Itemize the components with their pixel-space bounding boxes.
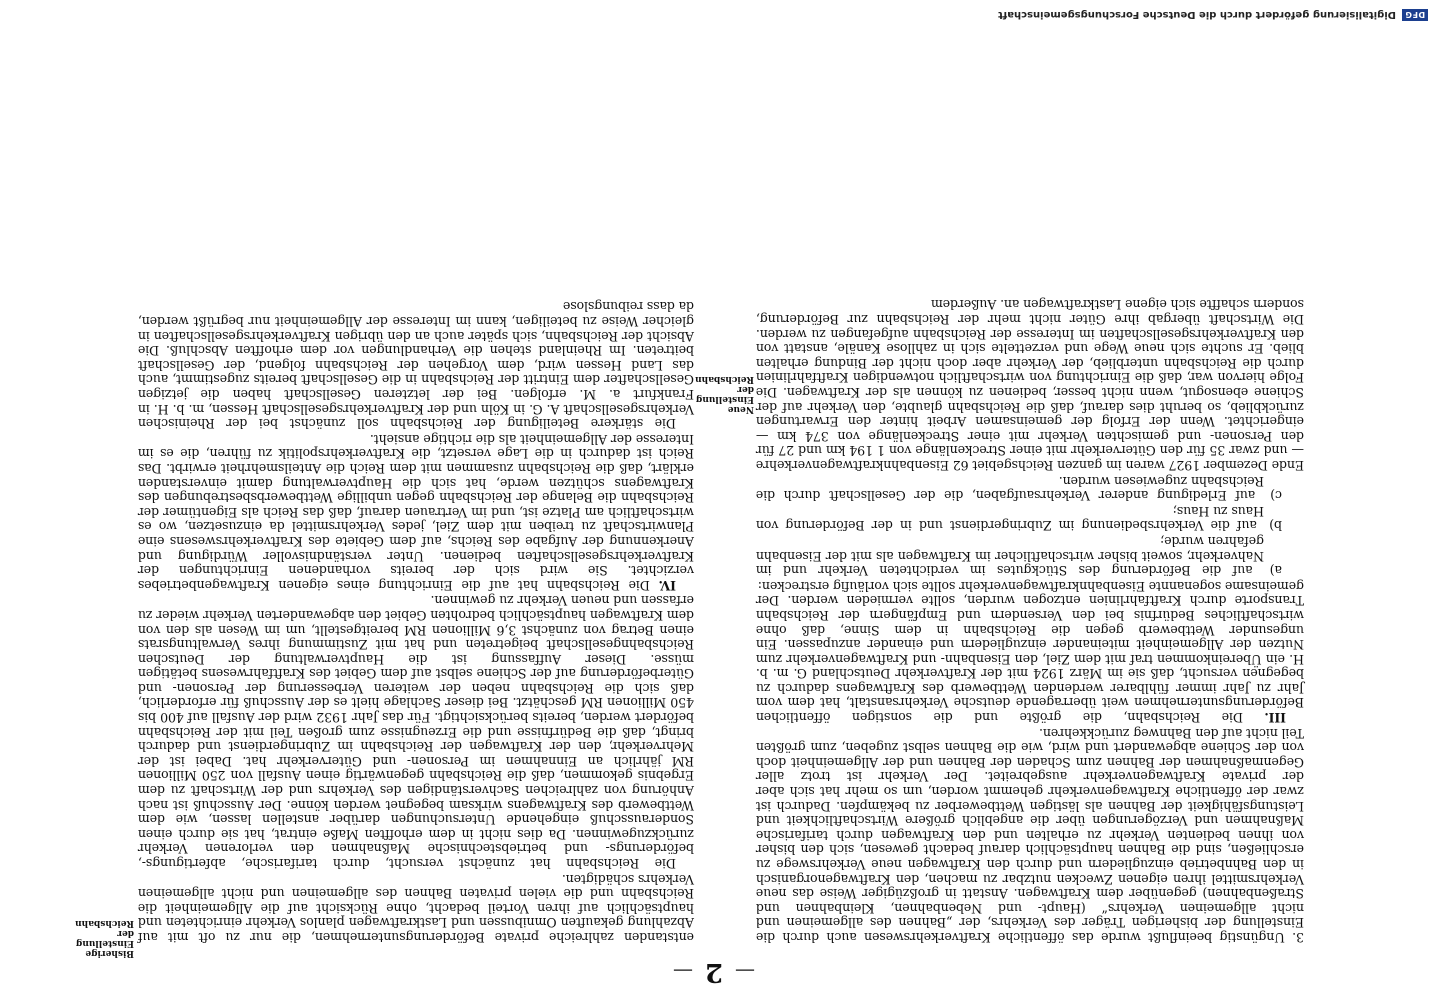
paragraph-text: Die Reichsbahn, die größte und die sonstigen öffentlichen Beförderungsunternehmen weit überragende deutsche Verkehrsanstalt, hat dem vom Jahr zu Jahr immer fühlbarer werdenden Wettbewerb des Kraftwagens dadurch zu begegnen versucht, daß sie im März 1924 mit der Kraftverkehr Deutschland G. m. b. H. ein Übereinkommen traf mit dem Ziel, den Eisenbahn- und Kraftwagenverkehr zum Nutzen der Allgemeinheit miteinander einzugliedern und einander anzupassen. Ein ungesunder Wettbewerb gegen die Reichsbahn in dem Sinne, daß ohne wirtschaftliches Bedürfnis bei den Versendern und Empfängern der Reichsbahn Transporte durch Kraftfahrlinien entzogen wurden, sollte vermieden werden. Der gemeinsame sogenannte Eisenbahnkraftwagenverkehr sollte sich vorläufig erstrecken: bbox=[756, 578, 1304, 726]
list-marker: c) bbox=[1270, 488, 1282, 504]
paragraph-text: Die Reichsbahn hat auf die Einrichtung eines eigenen Kraftwagenbetriebes verzichtet. Sie wird sich der bereits vorhandenen Einrichtungen der Kraftverkehrsgesellschaften bedienen. Unter verständnisvoller Würdigung und Anerkennung der Aufgabe des Reichs, auf dem Gebiete des Kraftverkehrswesens eine Planwirtschaft zu treiben mit dem Ziel, jedes Verkehrsmittel da einzusetzen, wo es wirtschaftlich am Platze ist, und im Vertrauen darauf, daß das Reich als Eigentümer der Reichsbahn die Belange der Reichsbahn gegen unbillige Wettbewerbsbestrebungen des Kraftwagens schützen werde, hat sich die Hauptverwaltung damit einverstanden erklärt, daß die Reichsbahn zusammen mit dem Reich die Anteilsmehrheit erwirbt. Das Reich ist dadurch in die Lage versetzt, die Kraftverkehrspolitik zu führen, die es im Interesse der Allgemeinheit als die richtige ansieht. bbox=[138, 431, 694, 593]
section-number: IV. bbox=[658, 577, 676, 593]
paragraph: 3. Ungünstig beeinflußt wurde das öffentliche Kraftverkehrswesen auch durch die Einstellung der bisherigen Träger des Verkehrs, der „Bahnen des allgemeinen und nicht allgemeinen Verkehrs“ (Haupt- und Nebenbahnen, Kleinbahnen und Straßenbahnen) gegenüber dem Kraftwagen. Anstatt in großzügiger Weise das neue Verkehrsmittel ihren eigenen Zwecken nutzbar zu machen, den Kraftwagenorganisch in den Bahnbetrieb einzugliedern und durch den Kraftwagen neue Verkehrswege zu erschließen, sind die Bahnen hauptsächlich darauf bedacht gewesen, sich den bisher von ihnen bedienten Verkehr zu erhalten und den Kraftwagen durch tarifarische Maßnahmen und Verzögerungen über die angeblich größere Wirtschaftlichkeit und Leistungsfähigkeit der Bahnen als lästigen Wettbewerber zu bekämpfen. Dadurch ist zwar der öffentliche Kraftwagenverkehr gehemmt worden, um so mehr hat sich aber der private Kraftwagenverkehr ausgebreitet. Der Verkehr ist trotz aller Gegenmaßnahmen der Bahnen zum Schaden der Bahnen und der Allgemeinheit doch von der Schiene abgewandert und wird, wie die Bahnen selbst zugeben, zum größten Teil nicht auf den Bahnweg zurückkehren. bbox=[756, 725, 1304, 945]
paragraph: Die stärkere Beteiligung der Reichsbahn soll zunächst bei der Rheinischen Verkehrsgesellschaft A. G. in Köln und der Kraftverkehrsgesellschaft Hessen, m. b. H. in Frankfurt a. M. erfolgen. Bei der letzteren Gesellschaft haben die jetzigen Gesellschafter dem Eintritt der Reichsbahn in die Gesellschaft bereits zugestimmt, auch das Land Hessen wird, dem Vorgehen der Reichsbahn folgend, der Gesellschaft beitreten. Im Rheinland stehen die Verhandlungen vor dem erhofften Abschluß. Die Absicht der Reichsbahn, sich später auch an den übrigen Kraftverkehrsgesellschaften in gleicher Weise zu beteiligen, kann im Interesse der Allgemeinheit nur begrüßt werden, da dass reibungslose bbox=[138, 299, 694, 432]
paragraph-section-4 bbox=[138, 431, 694, 592]
page-number-dash-left: — bbox=[735, 960, 756, 984]
paragraph-section-3 bbox=[756, 578, 1304, 724]
margin-note-neue-einstellung: Neue Einstellung der Reichsbahn bbox=[695, 374, 754, 414]
text-column-right bbox=[138, 298, 694, 944]
page-number-dash-right: — bbox=[672, 960, 693, 984]
paragraph: Die Reichsbahn hat zunächst versucht, durch tarifarische, abfertigungs-, beförderungs- und betriebstechnische Maßnahmen den verlorenen Verkehr zurückzugewinnen. Da dies nicht in dem erhofften Maße eintrat, hat sie durch einen Sonderausschuß eingehende Untersuchungen darüber anstellen lassen, wie dem Wettbewerb des Kraftwagens wirksam begegnet werden könne. Der Ausschuß ist nach Anhörung von zahlreichen Sachverständigen des Verkehrs und der Wirtschaft zu dem Ergebnis gekommen, daß die Reichsbahn gegenwärtig einen Ausfall von 250 Millionen RM jährlich an Einnahmen im Personen- und Güterverkehr hat. Dabei ist der Mehrverkehr, den der Kraftwagen der Reichsbahn im Zubringerdienst und dadurch bringt, daß die Bedürfnisse und die Erzeugnisse zum großen Teil mit der Reichsbahn befördert werden, bereits berücksichtigt. Für das Jahr 1932 wird der Ausfall auf 400 bis 450 Millionen RM geschätzt. Bei dieser Sachlage hielt es der Ausschuß für erforderlich, daß sich die Reichsbahn neben der weiteren Verbesserung der Personen- und Güterbeförderung auf der Schiene selbst auf dem Gebiet des Kraftfahrwesens betätigen müsse. Dieser Auffassung ist die Hauptverwaltung der Deutschen Reichsbahngesellschaft beigetreten und hat mit Zustimmung ihres Verwaltungsrats einen Betrag von zunächst 3,6 Millionen RM bereitgestellt, um im Wesen als den von dem Kraftwagen hauptsächlich bedrohten Gebiet den abgewanderten Verkehr wieder zu erfassen und neuen Verkehr zu gewinnen. bbox=[138, 593, 694, 872]
dfg-logo: DFG bbox=[1402, 9, 1428, 21]
digitization-credit-text: Digitalisierung gefördert durch die Deutsche Forschungsgemeinschaft bbox=[998, 9, 1396, 21]
list-marker: a) bbox=[1269, 563, 1282, 579]
paragraph: Ende Dezember 1927 waren im ganzen Reichsgebiet 62 Eisenbahnkraftwagenverkehre — und zwar 35 für den Güterverkehr mit einer Streckenlänge von 1 194 km und 27 für den Personen- und gemischten Verkehr mit einer Streckenlänge von 374 km — eingerichtet. Wenn der Erfolg der gemeinsamen Arbeit hinter den Erwartungen zurückblieb, so beruht dies darauf, daß die Reichsbahn glaubte, den Verkehr auf der Schiene ebensogut, wenn nicht besser, bedienen zu können als der Kraftwagen. Die Folge hiervon war, daß die Einrichtung von wirtschaftlich notwendigen Kraftfahrlinien durch die Reichsbahn unterblieb, der Verkehr aber doch nicht der Bindung erhalten blieb. Er suchte sich neue Wege und verzettelte sich in zahllose Kanäle, anstatt von den Kraftverkehrsgesellschaften im Interesse der Reichsbahn aufgefangen zu werden. Die Wirtschaft übergab ihre Güter nicht mehr der Reichsbahn zur Beförderung, sondern schaffte sich eigene Lastkraftwagen an. Außerdem bbox=[756, 297, 1304, 473]
list-item-text: auf die Verkehrsbedienung im Zubringerdienst und in der Beförderung von Haus zu Haus; bbox=[755, 503, 1264, 534]
list-item bbox=[756, 503, 1304, 532]
page-number-row bbox=[634, 952, 794, 992]
list-item-text: auf Erledigung anderer Verkehrsaufgaben, die der Gesellschaft durch die Reichsbahn zugewiesen wurden. bbox=[756, 473, 1264, 504]
list-item bbox=[756, 473, 1304, 502]
paragraph: entstanden zahlreiche private Beförderungsunternehmen, die nur zu oft mit auf Abzahlung gekauften Omnibussen und Lastkraftwagen planlos Verkehr einrichteten und hauptsächlich auf ihren Vorteil bedacht, ohne Rücksicht auf die Allgemeinheit die Reichsbahn und die vielen privaten Bahnen des allgemeinen und nicht allgemeinen Verkehrs schädigten. bbox=[138, 871, 694, 945]
list-item bbox=[756, 533, 1304, 577]
section-number: III. bbox=[1264, 710, 1286, 726]
text-column-left bbox=[756, 296, 1304, 944]
page-number: 2 bbox=[704, 957, 724, 987]
list-marker: b) bbox=[1269, 518, 1282, 534]
list-item-text: auf die Beförderung des Stückgutes im verdichteten Verkehr und im Nahverkehr, soweit bisher wirtschaftlicher im Kraftwagen als mit der Eisenbahn gefahren wurde; bbox=[756, 533, 1264, 579]
digitization-credit bbox=[998, 8, 1428, 22]
margin-note-bisherige-einstellung: Bisherige Einstellung der Reichsbahn bbox=[75, 918, 134, 958]
